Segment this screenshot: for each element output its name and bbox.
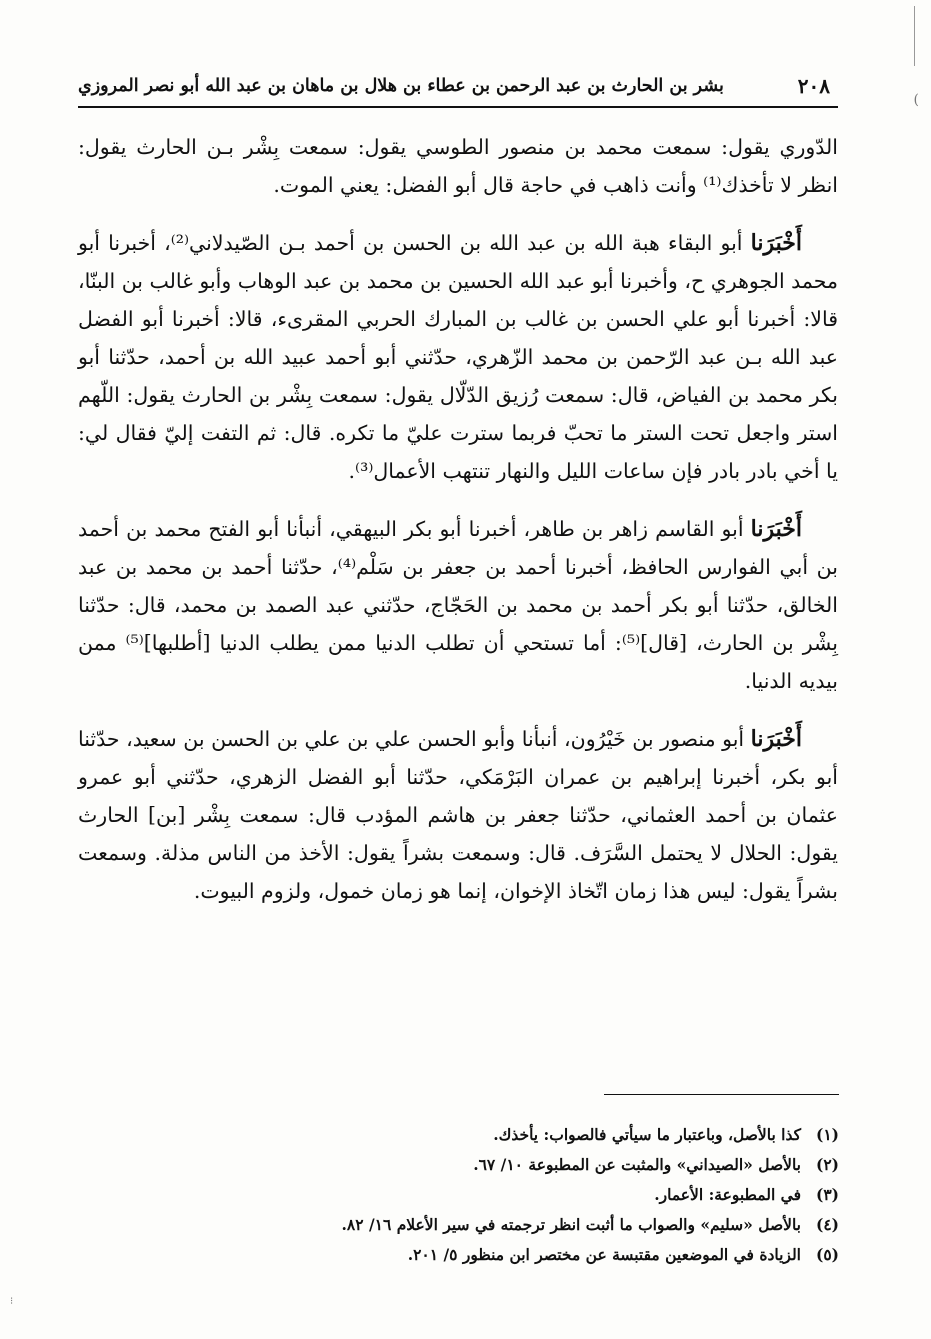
footnote-divider	[604, 1094, 839, 1095]
footnote-text: بالأصل «سليم» والصواب ما أثبت انظر ترجمته في سير الأعلام ١٦/ ٨٢.	[341, 1215, 801, 1234]
margin-scan-bracket: )	[913, 92, 919, 108]
footnote-number: (٤)	[815, 1215, 839, 1234]
paragraph-text: أبو منصور بن خَيْرُون، أنبأنا وأبو الحسن علي بن علي بن الحسن بن سعيد، حدّثنا أبو بكر، أخبرنا إبراهيم بن عمران البَرْمَكي، حدّثنا أبو الفضل الزهري، حدّثني أبو عمرو عثمان بن أحمد العثماني، حدّثنا جعفر بن هاشم المؤدب قال: سمعت بِشْر [بن] الحارث يقول: الحلال لا يحتمل السَّرَف. قال: وسمعت بشراً يقول: الأخذ من الناس مذلة. وسمعت بشراً يقول: ليس هذا زمان اتّخاذ الإخوان، إنما هو زمان خمول، ولزوم البيوت.	[78, 727, 838, 903]
paragraph-text: أبو القاسم زاهر بن طاهر، أخبرنا أبو بكر البيهقي، أنبأنا أبو الفتح محمد بن أحمد بن أبي الفوارس الحافظ، أخبرنا أحمد بن جعفر بن سَلْم⁽⁴⁾، حدّثنا أحمد بن محمد بن عبد الخالق، حدّثنا أبو بكر أحمد بن محمد بن الحَجّاج، حدّثني عبد الصمد بن محمد، قال: حدّثنا بِشْر بن الحارث، [قال]⁽⁵⁾: أما تستحي أن تطلب الدنيا ممن يطلب الدنيا [أطلبها]⁽⁵⁾ ممن بيديه الدنيا.	[78, 517, 838, 693]
paragraph-4	[78, 720, 838, 910]
paragraph-2	[78, 224, 838, 490]
footnote-number: (٣)	[815, 1185, 839, 1204]
footnote-number: (١)	[815, 1125, 839, 1144]
footnote-item	[139, 1210, 839, 1240]
paragraph-1	[78, 128, 838, 204]
footnotes	[139, 1120, 839, 1270]
page-number: ٢٠٨	[797, 74, 830, 98]
paragraph-lead-word: أَخْبَرَنا	[750, 230, 802, 256]
footnote-text: الزيادة في الموضعين مقتبسة عن مختصر ابن منظور ٥/ ٢٠١.	[407, 1245, 801, 1264]
page-header	[78, 66, 838, 108]
paragraph-text: الدّوري يقول: سمعت محمد بن منصور الطوسي يقول: سمعت بِشْر بـن الحارث يقول: انظر لا تأخذك⁽¹⁾ وأنت ذاهب في حاجة قال أبو الفضل: يعني الموت.	[78, 135, 838, 197]
margin-scan-mark	[912, 6, 915, 66]
footnote-item	[139, 1150, 839, 1180]
paragraph-3	[78, 510, 838, 700]
paragraph-text: أبو البقاء هبة الله بن عبد الله بن الحسن بن أحمد بـن الصّيدلاني⁽²⁾، أخبرنا أبو محمد الجوهري ح، وأخبرنا أبو عبد الله الحسين بن محمد بن عبد الوهاب وأبو غالب بن البنّا، قالا: أخبرنا أبو علي الحسن بن غالب بن المبارك الحربي المقرىء، قالا: أخبرنا أبو الفضل عبد الله بـن عبد الرّحمن بن محمد الزّهري، حدّثني أبو أحمد عبيد الله بن أحمد، حدّثنا أبو بكر محمد بن الفياض، قال: سمعت رُزيق الدّلّال يقول: سمعت بِشْر بن الحارث يقول: اللّهم استر واجعل تحت الستر ما تحبّ فربما سترت عليّ ما تكره. قال: ثم التفت إليّ فقال لي: يا أخي بادر بادر فإن ساعات الليل والنهار تنتهب الأعمال⁽³⁾.	[78, 231, 838, 483]
footnote-number: (٥)	[815, 1245, 839, 1264]
paragraph-lead-word: أَخْبَرَنا	[750, 726, 802, 752]
paragraph-lead-word: أَخْبَرَنا	[750, 516, 802, 542]
footnote-text: في المطبوعة: الأعمار.	[654, 1185, 801, 1204]
footnote-text: بالأصل «الصيداني» والمثبت عن المطبوعة ١٠/ ٦٧.	[473, 1155, 801, 1174]
margin-scan-dots: ⁝	[10, 1296, 14, 1307]
footnote-item	[139, 1120, 839, 1150]
footnote-item	[139, 1180, 839, 1210]
footnote-number: (٢)	[815, 1155, 839, 1174]
main-text	[78, 128, 838, 930]
footnote-item	[139, 1240, 839, 1270]
running-title: بشر بن الحارث بن عبد الرحمن بن عطاء بن هلال بن ماهان بن عبد الله أبو نصر المروزي	[78, 76, 724, 96]
footnote-text: كذا بالأصل، وباعتبار ما سيأتي فالصواب: يأخذك.	[493, 1125, 801, 1144]
